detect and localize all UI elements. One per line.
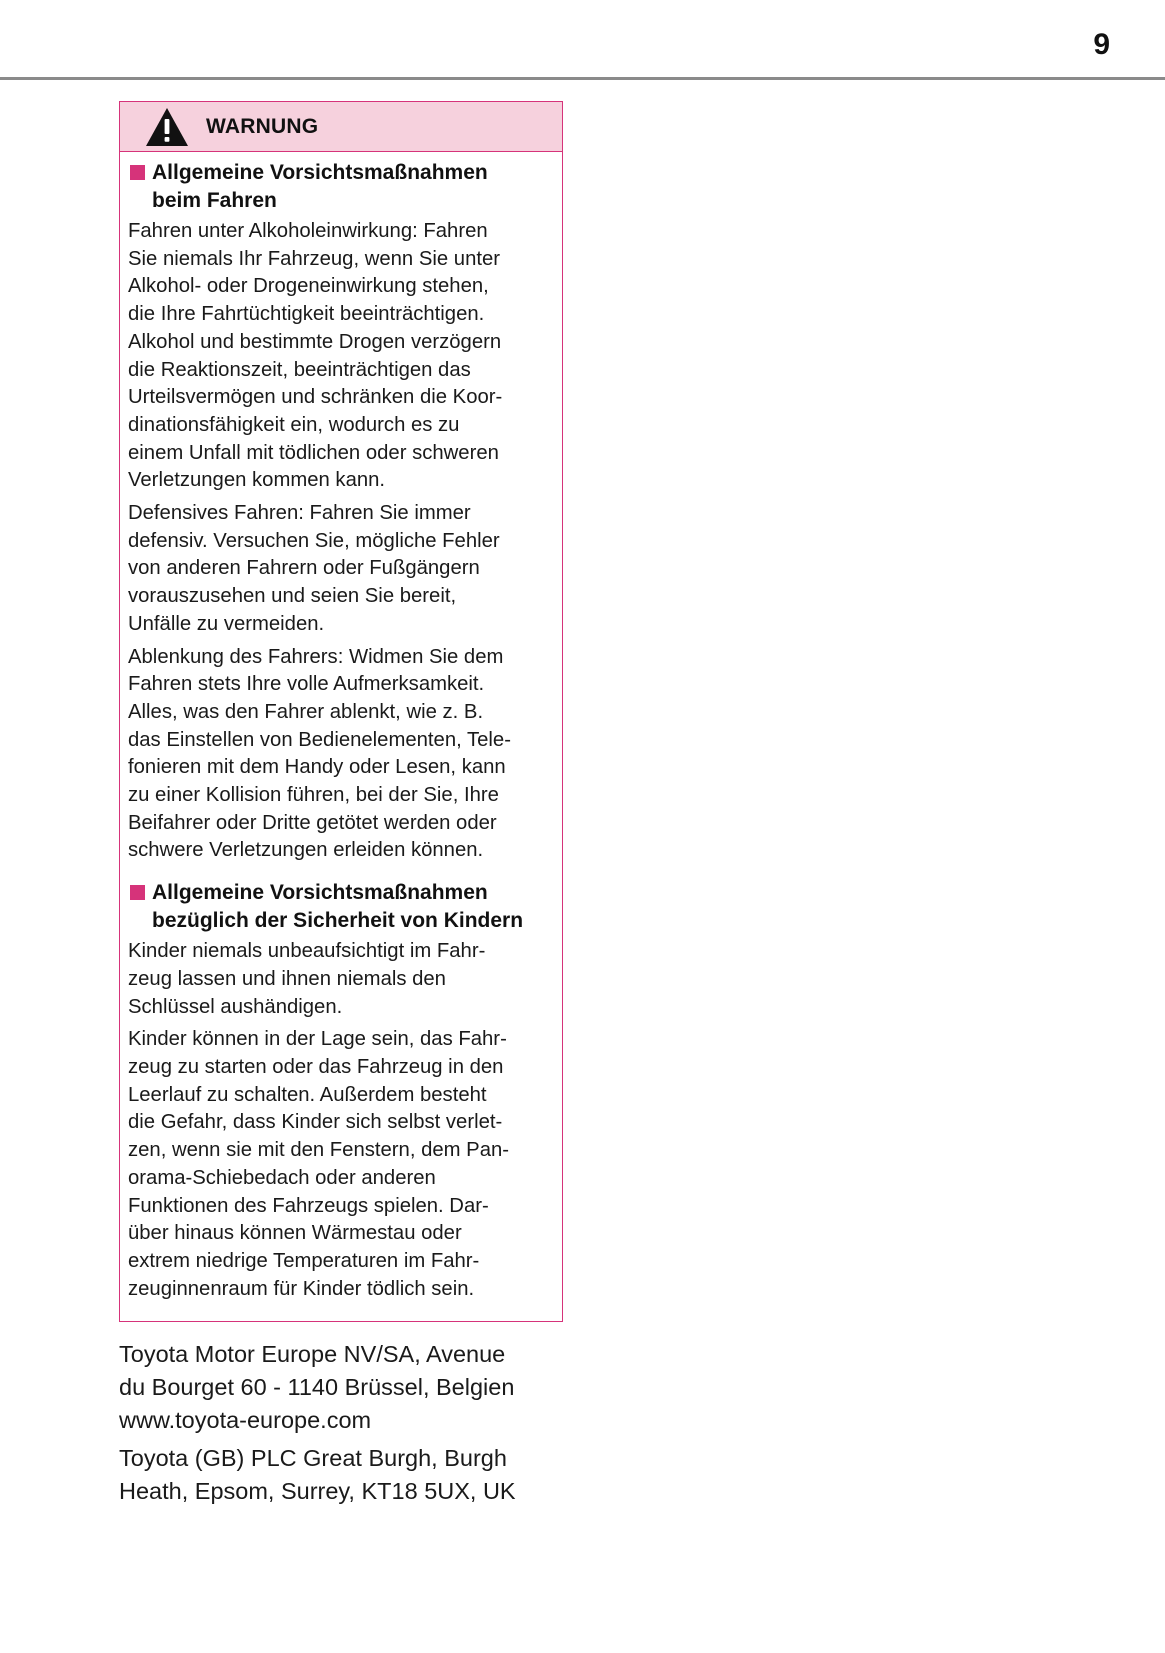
page-number: 9 [1093, 28, 1110, 61]
text-line: Defensives Fahren: Fahren Sie immer [128, 502, 471, 525]
text-line: Kinder können in der Lage sein, das Fahr- [128, 1028, 507, 1051]
warning-title: WARNUNG [206, 114, 319, 138]
paragraph-driver-distraction [128, 644, 554, 866]
website-link: www.toyota-europe.com [119, 1407, 372, 1433]
header-rule [0, 77, 1165, 80]
address-line: Heath, Epsom, Surrey, KT18 5UX, UK [119, 1478, 516, 1504]
text-line: Funktionen des Fahrzeugs spielen. Dar- [128, 1194, 489, 1217]
paragraph-children-unattended [128, 938, 554, 1021]
text-line: vorauszusehen und seien Sie bereit, [128, 585, 457, 608]
square-bullet-icon [130, 885, 145, 900]
text-line: die Ihre Fahrtüchtigkeit beeinträchtigen. [128, 303, 485, 326]
text-line: Verletzungen kommen kann. [128, 469, 386, 492]
paragraph-alcohol [128, 218, 554, 495]
text-line: die Reaktionszeit, beeinträchtigen das [128, 358, 471, 381]
text-line: die Gefahr, dass Kinder sich selbst verlet- [128, 1111, 503, 1134]
address-line: du Bourget 60 - 1140 Brüssel, Belgien [119, 1374, 515, 1400]
text-line: von anderen Fahrern oder Fußgängern [128, 557, 480, 580]
address-line: Toyota Motor Europe NV/SA, Avenue [119, 1341, 506, 1367]
paragraph-defensive-driving [128, 500, 554, 639]
heading-line: bezüglich der Sicherheit von Kindern [152, 908, 524, 932]
text-line: fonieren mit dem Handy oder Lesen, kann [128, 756, 506, 779]
address-toyota-gb [119, 1442, 639, 1508]
text-line: Leerlauf zu schalten. Außerdem besteht [128, 1083, 487, 1106]
address-toyota-europe [119, 1338, 639, 1437]
warning-body [120, 152, 562, 1303]
heading-line: beim Fahren [152, 188, 277, 212]
address-line: Toyota (GB) PLC Great Burgh, Burgh [119, 1445, 507, 1471]
text-line: Sie niemals Ihr Fahrzeug, wenn Sie unter [128, 247, 501, 270]
paragraph-children-hazards [128, 1026, 554, 1303]
text-line: Kinder niemals unbeaufsichtigt im Fahr- [128, 940, 486, 963]
heading-line: Allgemeine Vorsichtsmaßnahmen [152, 881, 488, 905]
text-line: Schlüssel aushändigen. [128, 995, 343, 1018]
text-line: defensiv. Versuchen Sie, mögliche Fehler [128, 529, 500, 552]
text-line: Fahren unter Alkoholeinwirkung: Fahren [128, 220, 488, 242]
text-line: das Einstellen von Bedienelementen, Tele- [128, 728, 511, 751]
text-line: Beifahrer oder Dritte getötet werden oder [128, 811, 497, 834]
text-line: über hinaus können Wärmestau oder [128, 1222, 462, 1245]
text-line: zu einer Kollision führen, bei der Sie, Ihre [128, 784, 499, 807]
text-line: Alkohol und bestimmte Drogen verzögern [128, 330, 502, 353]
square-bullet-icon [130, 165, 145, 180]
text-line: Ablenkung des Fahrers: Widmen Sie dem [128, 645, 504, 668]
text-line: einem Unfall mit tödlichen oder schweren [128, 441, 499, 464]
text-line: zeuginnenraum für Kinder tödlich sein. [128, 1277, 475, 1300]
text-line: Alkohol- oder Drogeneinwirkung stehen, [128, 275, 489, 298]
text-line: zeug lassen und ihnen niemals den [128, 967, 446, 990]
text-line: schwere Verletzungen erleiden können. [128, 839, 484, 862]
text-line: Alles, was den Fahrer ablenkt, wie z. B. [128, 700, 484, 723]
section-heading-driving [128, 159, 554, 214]
heading-line: Allgemeine Vorsichtsmaßnahmen [152, 161, 488, 184]
warning-box [119, 101, 563, 1322]
text-line: dinationsfähigkeit ein, wodurch es zu [128, 413, 460, 436]
text-line: Urteilsvermögen und schränken die Koor- [128, 386, 503, 409]
warning-header [120, 102, 562, 152]
text-line: Fahren stets Ihre volle Aufmerksamkeit. [128, 673, 485, 696]
text-line: zen, wenn sie mit den Fenstern, dem Pan- [128, 1139, 510, 1162]
text-line: extrem niedrige Temperaturen im Fahr- [128, 1249, 480, 1272]
warning-triangle-icon [144, 106, 190, 148]
text-line: orama-Schiebedach oder anderen [128, 1166, 436, 1189]
text-line: zeug zu starten oder das Fahrzeug in den [128, 1055, 504, 1078]
address-block [119, 1338, 639, 1508]
text-line: Unfälle zu vermeiden. [128, 612, 325, 635]
section-heading-child-safety [128, 879, 554, 934]
